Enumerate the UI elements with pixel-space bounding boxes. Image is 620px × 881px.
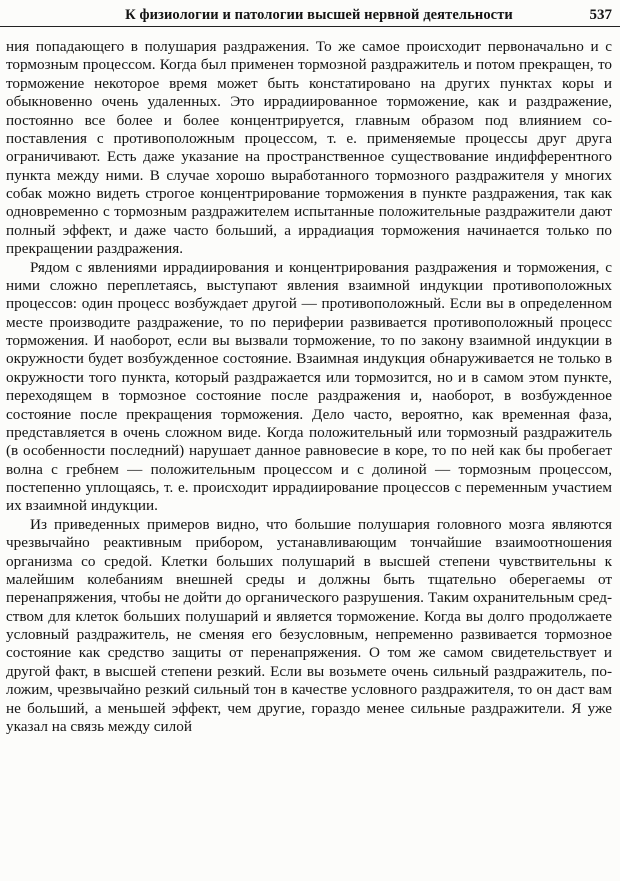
- running-header-title: К физиологии и патологии высшей нервной деятельности: [125, 6, 513, 23]
- paragraph-1: ния попадающего в полушария раздражения. То же самое происходит первоначально и с тормозным процессом. Когда был применен тормозной раздражитель и потом прекращен, то торможение некоторое время может быть констатировано на других пунктах коры и обыкновенно очень удаленных. Это иррадиированное торможение, как и раздражение, постоянно все более и более концентрируется, главным образом под влиянием сопоставления с противоположным процессом, т. е. применяемые процессы друг друга ограничивают. Есть даже указание на пространственное существование индифферентного пункта между ними. В случае хорошо выработанного тормозного раздражителя у многих собак можно видеть строгое концентрирование торможения в пункте раздражения, так как одновременно с тормозным раздражителем испытанные положительные раздражители дают полный эффект, и даже часто больший, а иррадиация торможения начинается только по прекращении раздражения.: [6, 38, 612, 258]
- body-text: [6, 38, 612, 736]
- page-number: 537: [589, 7, 612, 23]
- header-rule: [0, 26, 620, 27]
- paragraph-2: Рядом с явлениями иррадиирования и концентрирования раздражения и торможения, с ними сложно переплетаясь, выступают явления взаимной индукции противоположных процессов: один процесс возбуждает другой — противоположный. Если вы в определенном месте производите раздражение, то по периферии развивается противоположный процесс торможения. И наоборот, если вы вызвали торможение, то по закону взаимной индукции в окружности будет возбужденное состояние. Взаимная индукция обнаруживается не только в окружности того пункта, который раздражается или тормозится, но и в самом этом пункте, переходящем в тормозное состояние после раздражения и, наоборот, в возбужденное состояние после прекращения торможения. Дело часто, вероятно, как временная фаза, представляется в очень сложном виде. Когда положительный или тормозный раздражитель (в особенности последний) нарушает данное равновесие в коре, то по ней как бы пробегает волна с гребнем — положительным процессом и с долиной — тормозным процессом, постепенно уплощаясь, т. е. происходит иррадиирование процессов с переменным участием их взаимной индукции.: [6, 258, 612, 515]
- paragraph-3: Из приведенных примеров видно, что большие полушария головного мозга являются чрезвычайно реактивным прибором, устанавливающим тончайшие взаимоотношения организма со средой. Клетки больших полушарий в высшей степени чувствительны к малейшим колебаниям внешней среды и должны быть тщательно оберегаемы от перенапряжения, чтобы не дойти до органического разрушения. Таким охранительным средством для клеток больших полушарий и является торможение. Когда вы долго продолжаете условный раздражитель, не сменяя его безусловным, непременно развивается тормозное состояние как средство защиты от перенапряжения. О том же самом свидетельствует и другой факт, в высшей степени резкий. Если вы возьмете очень сильный раздражитель, положим, чрезвычайно резкий сильный тон в качестве условного раздражителя, то он даст вам не больший, а меньшей эффект, чем другие, гораздо менее сильные раздражители. Я уже указал на связь между силой: [6, 515, 612, 735]
